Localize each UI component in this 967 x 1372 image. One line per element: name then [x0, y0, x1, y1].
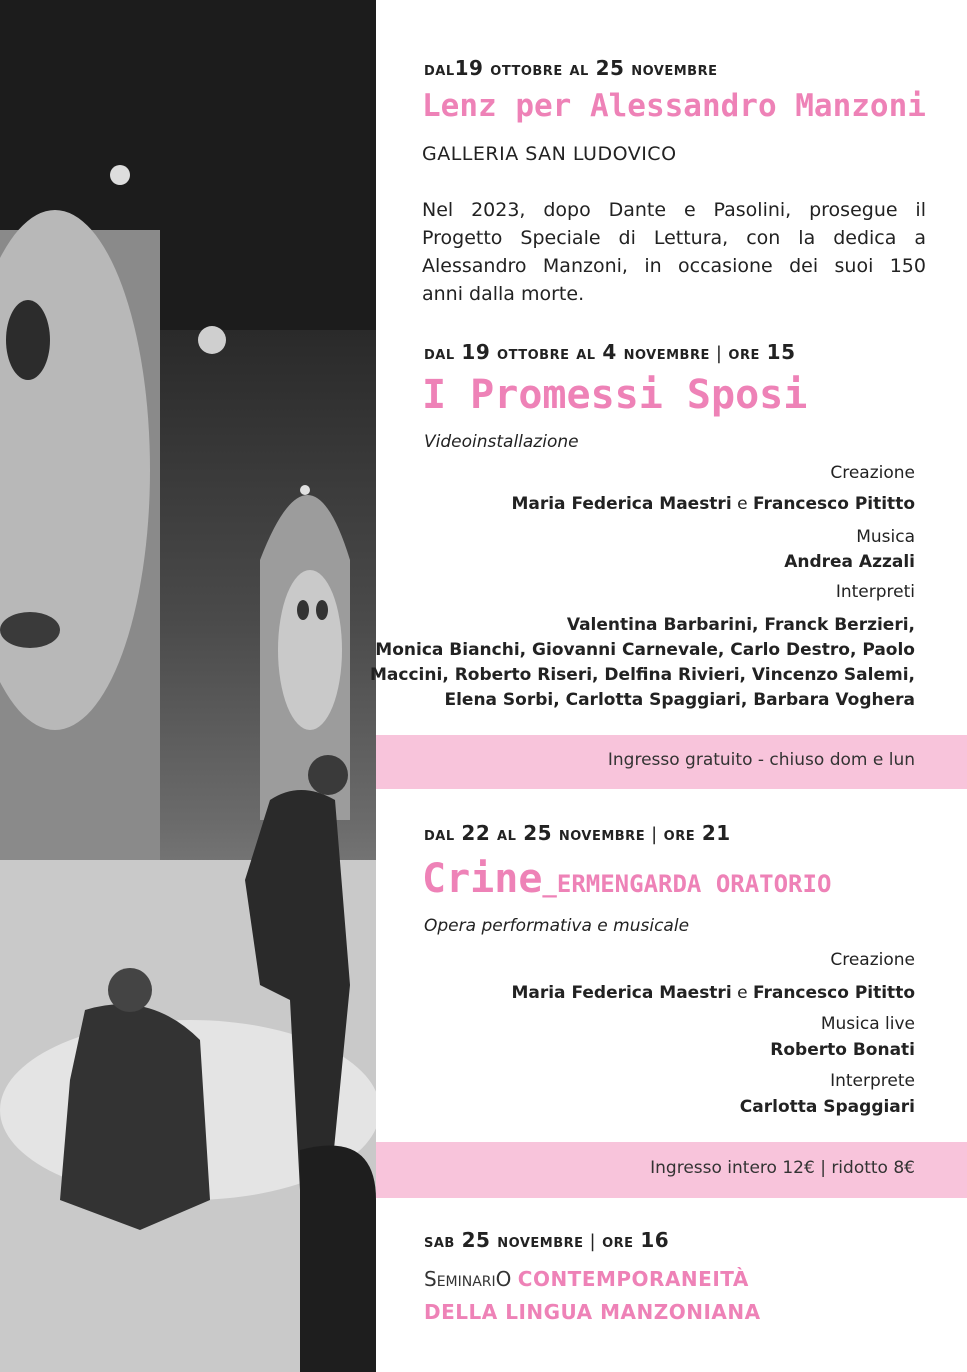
event3-subtitle: Opera performativa e musicale [424, 916, 690, 936]
event2-music-label: Musica [856, 527, 915, 547]
event2-performers-line: Monica Bianchi, Giovanni Carnevale, Carlo Destro, Paolo [375, 640, 915, 660]
event3-creators: Maria Federica Maestri e Francesco Pititto [511, 983, 915, 1003]
event3-music-label: Musica live [820, 1014, 915, 1034]
event4-title-line1: SeminariO CONTEMPORANEITÀ [424, 1267, 749, 1291]
event2-subtitle: Videoinstallazione [424, 432, 579, 452]
event4-title-line2: DELLA LINGUA MANZONIANA [424, 1300, 761, 1324]
event3-music: Roberto Bonati [770, 1040, 915, 1060]
event2-entry: Ingresso gratuito - chiuso dom e lun [607, 750, 915, 770]
event1-description: Nel 2023, dopo Dante e Pasolini, prosegue il Progetto Speciale di Lettura, con la dedica a Alessandro Manzoni, in occasione dei suoi 150 anni dalla morte. [422, 199, 926, 305]
event2-performers-label: Interpreti [835, 582, 915, 602]
event2-creators: Maria Federica Maestri e Francesco Pititto [511, 494, 915, 514]
event4-date: sab 25 novembre | ore 16 [424, 1228, 670, 1252]
event3-date: dal 22 al 25 novembre | ore 21 [424, 821, 731, 845]
event1-venue: GALLERIA SAN LUDOVICO [422, 143, 677, 165]
event2-performers-line: Maccini, Roberto Riseri, Delfina Rivieri, Vincenzo Salemi, [370, 665, 915, 685]
event2-performers-line: Valentina Barbarini, Franck Berzieri, [566, 615, 915, 635]
event2-music: Andrea Azzali [784, 552, 915, 572]
event3-performer: Carlotta Spaggiari [739, 1097, 915, 1117]
event2-title: I Promessi Sposi [422, 372, 808, 418]
event2-performers-line: Elena Sorbi, Carlotta Spaggiari, Barbara Voghera [444, 690, 915, 710]
event3-entry: Ingresso intero 12€ | ridotto 8€ [650, 1158, 915, 1178]
event2-entry-band [376, 735, 967, 789]
event2-date: dal 19 ottobre al 4 novembre | ore 15 [424, 340, 796, 364]
event1-title: Lenz per Alessandro Manzoni [422, 88, 926, 124]
event3-creation-label: Creazione [830, 950, 915, 970]
event3-title: Crine_ERMENGARDA ORATORIO [422, 856, 832, 902]
event2-creation-label: Creazione [830, 463, 915, 483]
event3-performer-label: Interprete [830, 1071, 915, 1091]
stage-photo [0, 0, 376, 1372]
event3-entry-band [376, 1142, 967, 1198]
event1-date: dal19 ottobre al 25 novembre [424, 56, 718, 80]
